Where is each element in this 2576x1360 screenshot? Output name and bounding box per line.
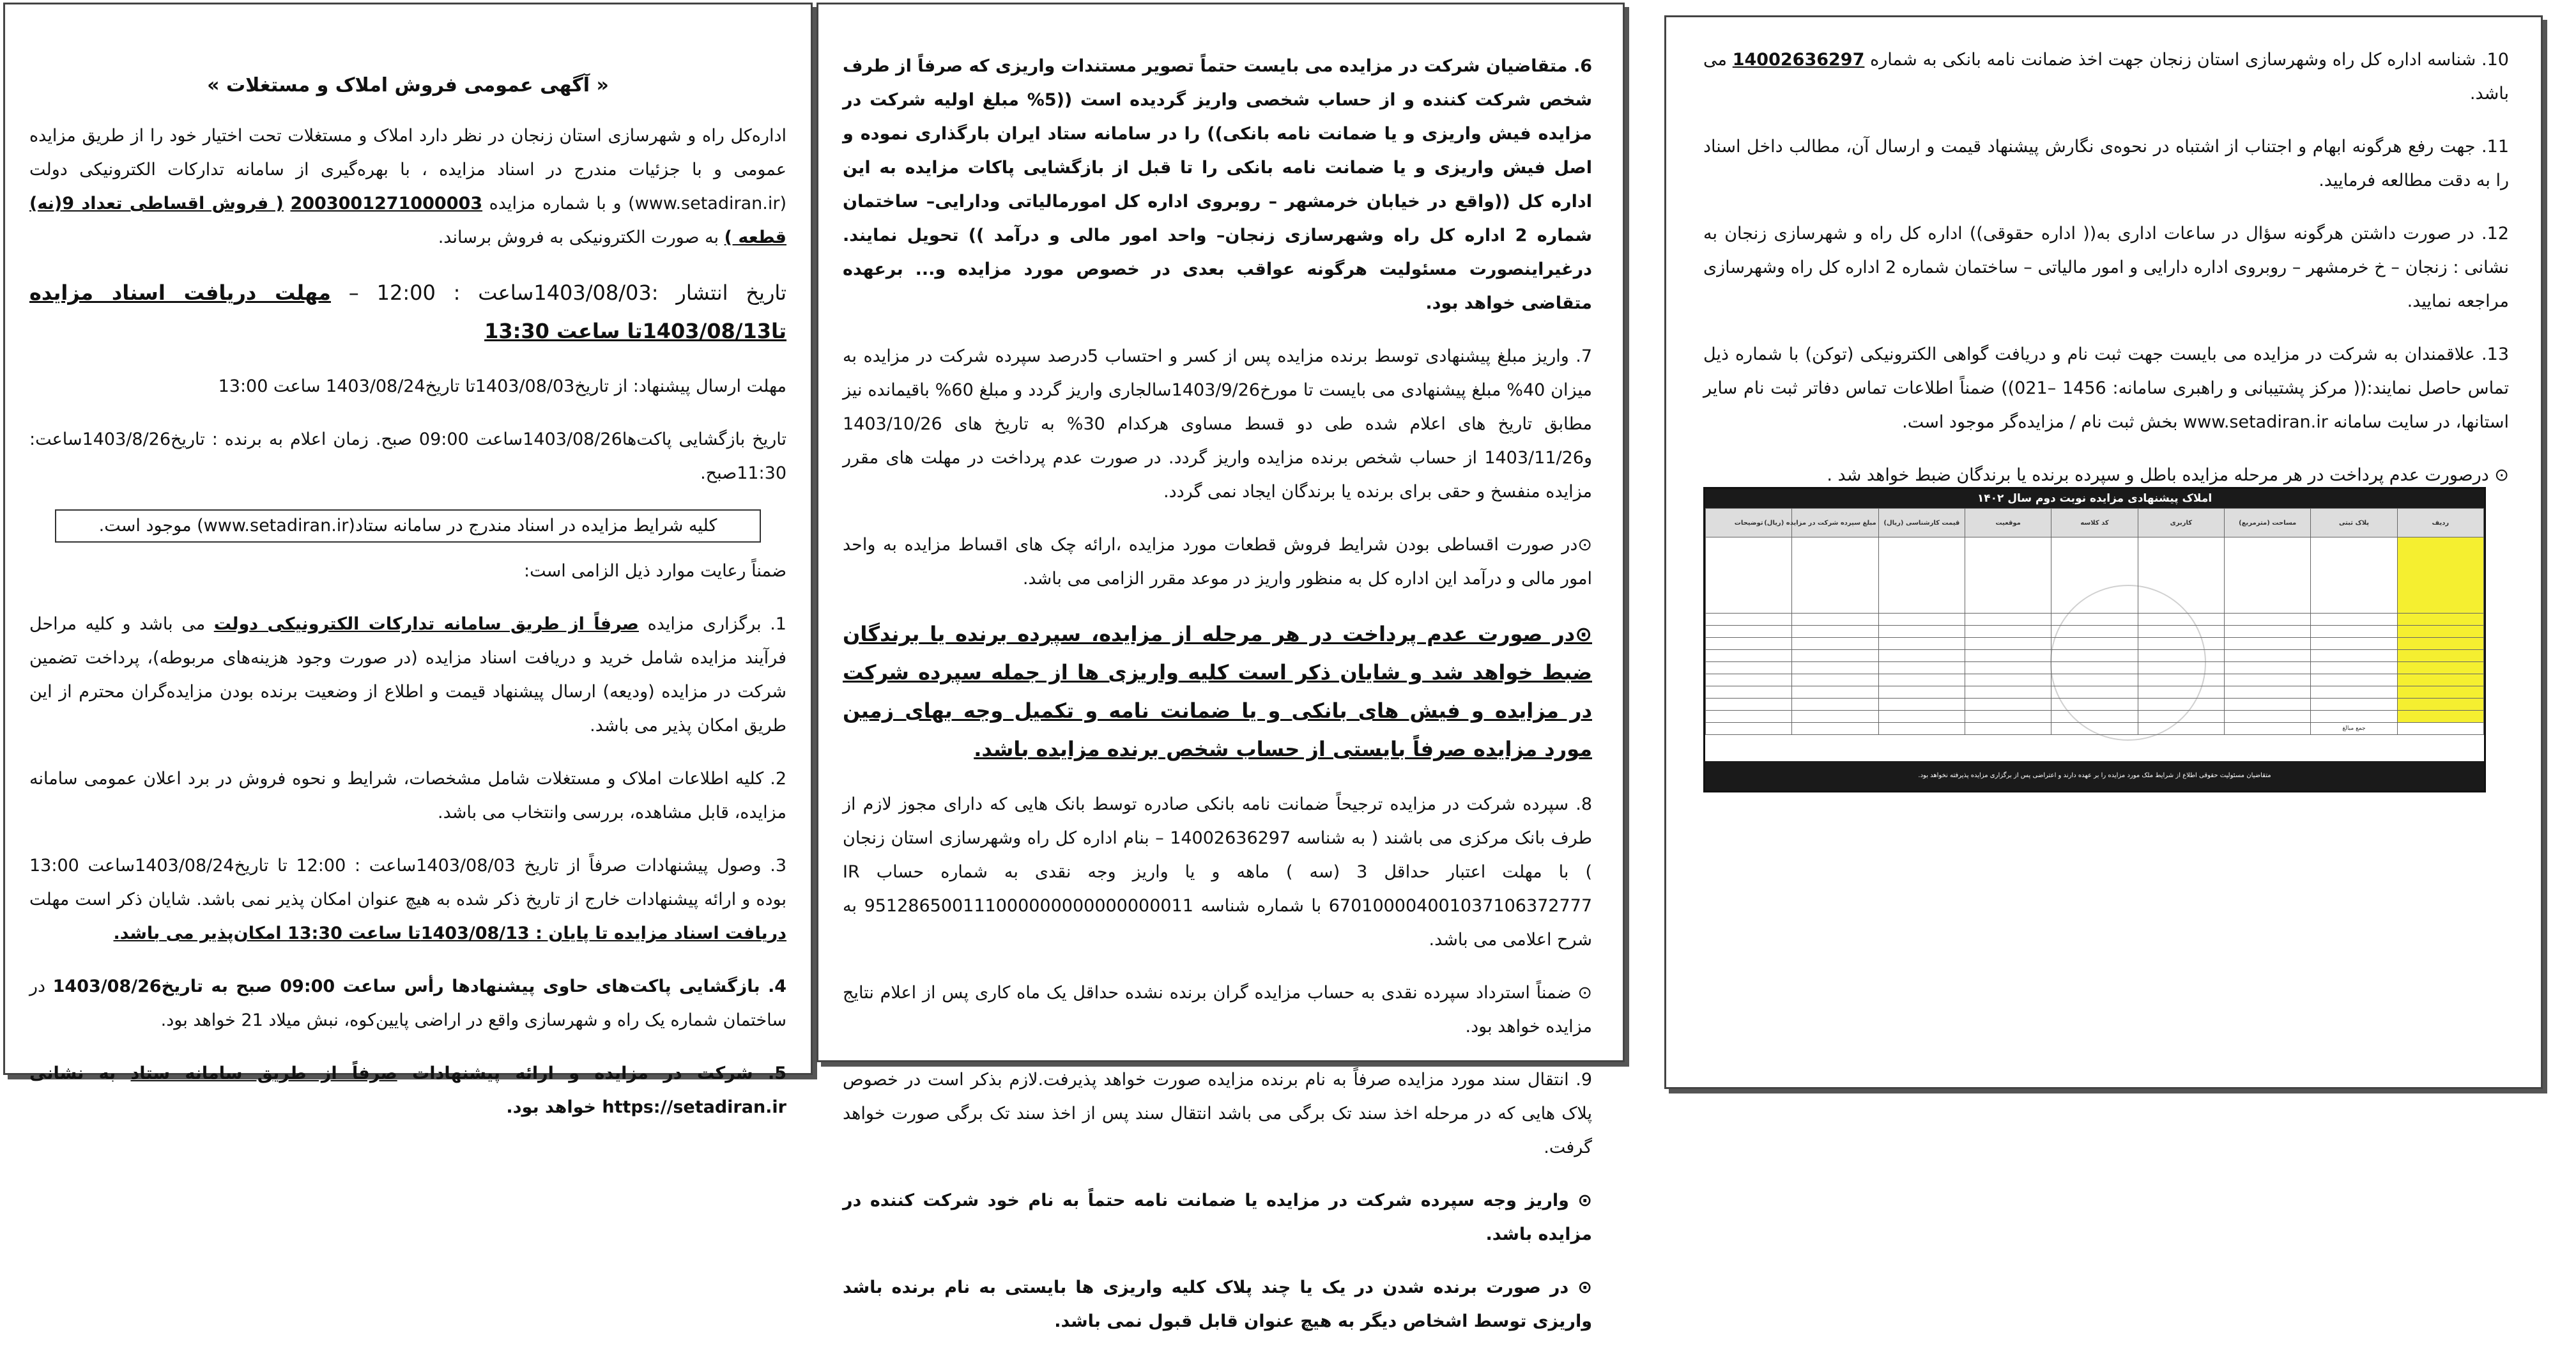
item-2: 2. کلیه اطلاعات املاک و مستغلات شامل مشخصات، شرایط و نحوه فروش در برد اعلان عمومی سامانه مزایده، قابل مشاهده، بررسی وانتخاب می باشد. bbox=[29, 769, 786, 823]
installments-note: ⊙در صورت اقساطی بودن شرایط فروش قطعات مورد مزایده ،ارائه چک های اقساط مزایده به واحد امور مالی و درآمد این اداره کل به منظور واریز در موعد مقرر الزامی می باشد. bbox=[843, 535, 1592, 589]
item-4-c: در ساختمان شماره یک راه و شهرسازی واقع در اراضی پایین‌کوه، نبش میلاد 21 خواهد بود. bbox=[29, 977, 786, 1030]
office-stamp bbox=[2050, 585, 2206, 741]
header-cell: مساحت (مترمربع) bbox=[2225, 509, 2311, 537]
publish-label: تاریخ انتشار :1403/08/03ساعت : 12:00 – bbox=[348, 281, 787, 305]
multi-win-note: ⊙ در صورت برنده شدن در یک یا چند پلاک کلیه واریزی ها بایستی به نام برنده باشد واریزی توسط اشخاص دیگر به هیچ عنوان قابل قبول نمی باشد. bbox=[843, 1278, 1592, 1331]
item-1-b: صرفاً از طریق سامانه تدارکات الکترونیکی دولت bbox=[213, 614, 639, 634]
item-5-c: به نشانی https://setadiran.ir خواهد بود. bbox=[29, 1063, 786, 1117]
page-1-content bbox=[29, 68, 786, 1143]
property-table-image bbox=[1703, 487, 2486, 792]
item-4-b: حاوی پیشنهادها رأس ساعت 09:00 صبح به تاریخ1403/08/26 bbox=[52, 977, 588, 996]
item-10-b: می باشد. bbox=[1703, 50, 2509, 104]
submit-deadline: مهلت ارسال پیشنهاد: از تاریخ1403/08/03تا تاریخ1403/08/24 ساعت 13:00 bbox=[218, 376, 786, 396]
item-3-b: دریافت اسناد مزایده تا پایان : 1403/08/13تا ساعت 13:30 امکان‌پذیر می باشد. bbox=[113, 923, 786, 943]
auction-number: 2003001271000003 bbox=[290, 194, 483, 213]
item-1-c: می باشد و کلیه مراحل فرآیند مزایده شامل خرید و دریافت اسناد مزایده (در صورت وجود هزینه‌های مربوطه)، پرداخت تضمین شرکت در مزایده (ودیعه) ارسال پیشنهاد قیمت و اطلاع از وضعیت برنده بودن مزایده‌گران محترم از این طریق امکان پذیر می باشد. bbox=[29, 614, 786, 736]
item-9: 9. انتقال سند مورد مزایده صرفاً به نام برنده مزایده صورت خواهد پذیرفت.لازم بذکر است در خصوص پلاک هایی که در مرحله اخذ سند تک برگی می باشد انتقال سند پس از اخذ سند تک برگی صورت خواهد گرفت. bbox=[843, 1070, 1592, 1157]
document-page-1 bbox=[3, 3, 813, 1117]
refund-note: ⊙ ضمناً استرداد سپرده نقدی به حساب مزایده گران برنده نشده حداقل یک ماه کاری پس از اعلام نتایج مزایده خواهد بود. bbox=[843, 983, 1592, 1037]
page-2-content bbox=[843, 49, 1592, 1357]
intro-text-b: ( فروش اقساطی تعداد 9(نه) قطعه ) bbox=[29, 194, 786, 247]
item-10-a: 10. شناسه اداره کل راه وشهرسازی استان زنجان جهت اخذ ضمانت نامه بانکی به شماره bbox=[1870, 50, 2509, 70]
item-5-b: صرفاً از طریق سامانه ستاد bbox=[130, 1063, 397, 1083]
header-cell: مبلغ سپرده شرکت در مزایده (ریال) bbox=[1792, 509, 1878, 537]
table-footer: متقاضیان مسئولیت حقوقی اطلاع از شرایط ملک مورد مزایده را بر عهده دارند و اعتراضی پس از برگزاری مزایده پذیرفته نخواهد بود. bbox=[1705, 761, 2484, 791]
publish-date bbox=[29, 274, 786, 350]
header-cell: توضیحات bbox=[1706, 509, 1792, 537]
notice-title: « آگهی عمومی فروش املاک و مستغلات » bbox=[207, 74, 609, 97]
item-5 bbox=[29, 1056, 786, 1124]
header-cell: موقعیت bbox=[1965, 509, 2051, 537]
notice-intro bbox=[29, 119, 786, 254]
deposit-name-note: ⊙ واریز وجه سپرده شرکت در مزایده یا ضمانت نامه حتماً به نام خود شرکت کننده در مزایده باشد. bbox=[843, 1191, 1592, 1244]
conditions-box: کلیه شرایط مزایده در اسناد مندرج در سامانه ستاد(www.setadiran.ir) موجود است. bbox=[55, 509, 761, 543]
item-4-a: 4. بازگشایی پاکت‌های bbox=[595, 977, 787, 996]
opening-date: تاریخ بازگشایی پاکت‌ها1403/08/26ساعت 09:00 صبح. زمان اعلام به برنده : تاریخ1403/8/26ساعت: 11:30صبح. bbox=[29, 429, 786, 483]
item-5-a: 5. شرکت در مزایده و ارائه پیشنهادات bbox=[412, 1063, 787, 1083]
page-3-content bbox=[1703, 43, 2509, 511]
must-observe: ضمناً رعایت موارد ذیل الزامی است: bbox=[523, 561, 786, 581]
item-6: 6. متقاضیان شرکت در مزایده می بایست حتماً تصویر مستندات واریزی که صرفاً از طرف شخص شرکت کننده و از حساب شخصی واریز گردیده است ((5% مبلغ اولیه شرکت در مزایده فیش واریزی و یا ضمانت نامه بانکی)) را در سامانه ستاد ایران بارگذاری نموده و اصل فیش واریزی و یا ضمانت نامه بانکی را تا قبل از بازگشایی پاکات مزایده به این اداره کل ((واقع در خیابان خرمشهر – روبروی اداره کل امورمالیاتی ودارایی– ساختمان شماره 2 اداره کل راه وشهرسازی زنجان– واحد امور مالی و درآمد )) تحویل نمایند. درغیراینصورت مسئولیت هرگونه عواقب بعدی در خصوص مورد مزایده و... برعهده متقاضی خواهد بود. bbox=[843, 56, 1592, 313]
item-11: 11. جهت رفع هرگونه ابهام و اجتناب از اشتباه در نحوه‌ی نگارش پیشنهاد قیمت و ارسال آن، مطالب داخل اسناد را به دقت مطالعه فرمایید. bbox=[1703, 137, 2509, 190]
header-cell: ردیف bbox=[2397, 509, 2483, 537]
forfeit-note: ⊙در صورت عدم پرداخت در هر مرحله از مزایده، سپرده برنده یا برندگان ضبط خواهد شد و شایان ذکر است کلیه واریزی ها از جمله سپرده شرکت در مزایده و فیش های بانکی و یا ضمانت نامه و تکمیل وجه بهای زمین مورد مزایده صرفاً بایستی از حساب شخص برنده مزایده باشد. bbox=[843, 622, 1592, 761]
item-12: 12. در صورت داشتن هرگونه سؤال در ساعات اداری به(( اداره حقوقی)) اداره کل راه و شهرسازی زنجان به نشانی : زنجان – خ خرمشهر – روبروی اداره دارایی و امور مالیاتی – ساختمان شماره 2 اداره کل راه وشهرسازی مراجعه نمایید. bbox=[1703, 224, 2509, 311]
document-page-2 bbox=[816, 3, 1625, 1331]
item-3-a: 3. وصول پیشنهادات صرفاً از تاریخ 1403/08/03ساعت : 12:00 تا تاریخ1403/08/24ساعت 13:00 بوده و ارائه پیشنهادات خارج از تاریخ ذکر شده به هیچ عنوان امکان پذیر نمی باشد. شایان ذکر است مهلت bbox=[29, 856, 787, 909]
document-deadline: مهلت دریافت اسناد مزایده تا1403/08/13تا ساعت 13:30 bbox=[29, 281, 786, 343]
bank-id: 14002636297 bbox=[1732, 50, 1865, 70]
item-7: 7. واریز مبلغ پیشنهادی توسط برنده مزایده پس از کسر و احتساب 5درصد سپرده شرکت در مزایده به میزان 40% مبلغ پیشنهادی می بایست تا مورخ1403/9/26سالجاری واریز گردد و مبلغ 60% باقیمانده نیز مطابق تاریخ های اعلام شده طی دو قسط مساوی هرکدام 30% به تاریخ های 1403/10/26 و1403/11/26 از حساب شخص برنده مزایده واریز گردد. در صورت عدم پرداخت در مهلت های مقرر مزایده منفسخ و حقی برای برنده یا برندگان ایجاد نمی گردد. bbox=[843, 346, 1593, 502]
intro-text-c: به صورت الکترونیکی به فروش برساند. bbox=[438, 228, 719, 247]
item-8: 8. سپرده شرکت در مزایده ترجیحاً ضمانت نامه بانکی صادره توسط بانک هایی که دارای مجوز لازم از طرف بانک مرکزی می باشند ( به شناسه 14002636297 – بنام اداره کل راه وشهرسازی استان زنجان ) با مهلت اعتبار حداقل 3 (سه ) ماهه و یا واریز وجه نقدی به شماره حساب IR 670100004001037106372777 با شماره شناسه 951286500111000000000000000011 به شرح اعلامی می باشد. bbox=[843, 794, 1593, 950]
item-13: 13. علاقمندان به شرکت در مزایده می بایست جهت ثبت نام و دریافت گواهی الکترونیکی (توکن) با شماره ذیل تماس حاصل نمایند:(( مرکز پشتیبانی و راهبری سامانه: 1456 –021)) ضمناً اطلاعات تماس دفاتر ثبت نام سایر استانها، در سایت سامانه www.setadiran.ir بخش ثبت نام / مزایده‌گر موجود است. bbox=[1703, 344, 2509, 432]
header-cell: کد کلاسه bbox=[2051, 509, 2138, 537]
table-header-row bbox=[1706, 509, 2484, 537]
item-1 bbox=[29, 607, 786, 743]
header-cell: پلاک ثبتی bbox=[2311, 509, 2397, 537]
item-1-a: 1. برگزاری مزایده bbox=[647, 614, 786, 634]
item-4 bbox=[29, 970, 786, 1037]
document-page-3 bbox=[1664, 15, 2543, 1089]
table-title: املاک پیشنهادی مزایده نوبت دوم سال ۱۴۰۲ bbox=[1705, 489, 2484, 508]
item-10 bbox=[1703, 43, 2509, 111]
total-label: جمع مبالغ bbox=[2311, 723, 2397, 735]
header-cell: قیمت کارشناسی (ریال) bbox=[1878, 509, 1965, 537]
intro-text-a: اداره‌کل راه و شهرسازی استان زنجان در نظر دارد املاک و مستغلات تحت اختیار خود را از طریق مزایده عمومی و با جزئیات مندرج در اسناد مزایده ، با بهره‌گیری از سامانه تدارکات الکترونیکی دولت (www.setadiran.ir) و با شماره مزایده bbox=[29, 126, 786, 213]
header-cell: کاربری bbox=[2138, 509, 2224, 537]
item-3 bbox=[29, 849, 786, 950]
forfeit-note-3: ⊙ درصورت عدم پرداخت در هر مرحله مزایده باطل و سپرده برنده یا برندگان ضبط خواهد شد . bbox=[1827, 465, 2509, 485]
